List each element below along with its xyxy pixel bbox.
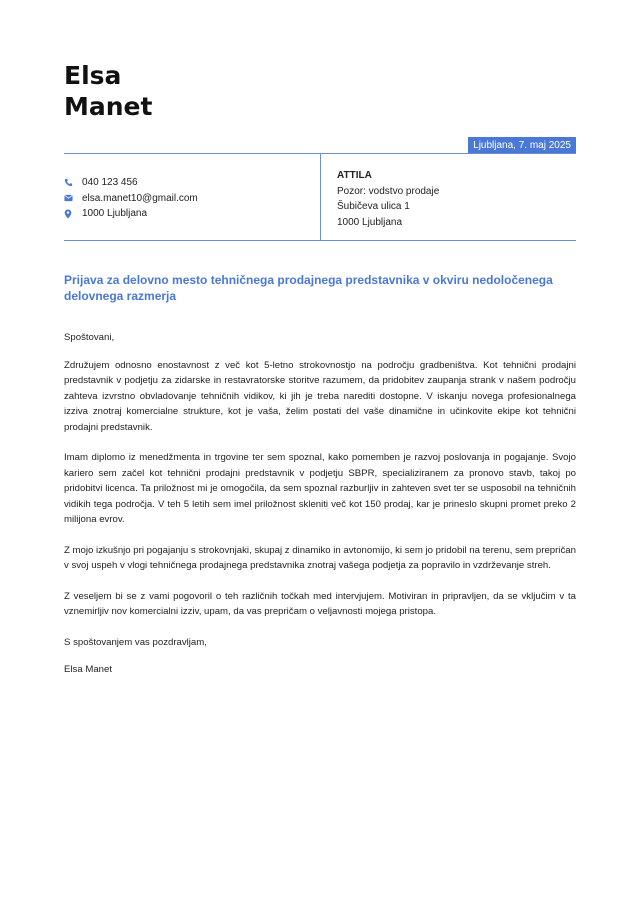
header-vertical-divider bbox=[320, 153, 321, 240]
sender-first-name: Elsa bbox=[64, 61, 122, 90]
recipient-company: ATTILA bbox=[337, 170, 372, 181]
contact-email[interactable]: elsa.manet10@gmail.com bbox=[82, 192, 198, 204]
letter-salutation: Spoštovani, bbox=[64, 332, 115, 343]
sender-contact-block bbox=[64, 175, 198, 222]
phone-icon bbox=[64, 178, 78, 187]
letter-paragraph-3: Z mojo izkušnjo pri pogajanju s strokovnjaki, skupaj z dinamiko in avtonomijo, ki sem jo pridobil na terenu, sem prepričan v svoj uspeh v vlogi tehničnega prodajnega predstavnika znotraj vašega podjetja za popravilo in vzdrževanje streh. bbox=[64, 544, 576, 571]
contact-email-row bbox=[64, 191, 198, 207]
location-pin-icon bbox=[64, 209, 78, 219]
sender-name bbox=[64, 60, 152, 122]
contact-phone: 040 123 456 bbox=[82, 177, 138, 188]
date-badge: Ljubljana, 7. maj 2025 bbox=[468, 137, 576, 154]
contact-address: 1000 Ljubljana bbox=[82, 208, 148, 219]
sender-last-name: Manet bbox=[64, 92, 153, 121]
recipient-city: 1000 Ljubljana bbox=[337, 216, 403, 228]
email-icon bbox=[64, 194, 78, 202]
recipient-attention: Pozor: vodstvo prodaje bbox=[337, 185, 440, 197]
letter-paragraph-1: Združujem odnosno enostavnost z več kot 5-letno strokovnostjo na področju gradbeništva. Kot tehnični prodajni predstavnik v podjetju za zidarske in restavratorske storitve razumem, da pridobitev zaupanja strank v našem področju zahteva izvrstno obvladovanje tehničnih vidikov, ki jih je treba narediti dostopne. V iskanju novega profesionalnega izziva znotraj komercialne strukture, kot je vaša, želim postati del vaše dinamične in učinkovite ekipe kot tehnični prodajni predstavnik. bbox=[64, 359, 576, 433]
recipient-street: Šubičeva ulica 1 bbox=[337, 201, 410, 212]
contact-phone-row bbox=[64, 175, 198, 191]
letter-paragraph-4: Z veseljem bi se z vami pogovoril o teh različnih točkah med intervjujem. Motiviran in pripravljen, da se vključim v ta vznemirljiv nov komercialni izziv, upam, da vas prepričam o veljavnosti mojega pristopa. bbox=[64, 590, 576, 617]
letter-signature: Elsa Manet bbox=[64, 664, 112, 675]
letter-subject: Prijava za delovno mesto tehničnega prodajnega predstavnika v okviru nedoločenega delovnega razmerja bbox=[64, 273, 553, 303]
letter-body bbox=[64, 330, 576, 678]
letter-paragraph-2: Imam diplomo iz menedžmenta in trgovine ter sem spoznal, kako pomemben je razvoj poslovanja in pogajanje. Svojo kariero sem začel kot tehnični prodajni predstavnik v podjetju SBPR, specializiranem za pronovo stavb, takoj po pridobitvi licenca. Ta priložnost mi je omogočila, da sem spoznal razburljiv in zahteven svet ter se usposobil na tehničnih vidikih tega področja. V teh 5 letih sem imel priložnost skleniti več kot 150 prodaj, kar je prineslo skupni promet preko 2 milijona evrov. bbox=[64, 452, 576, 525]
contact-address-row bbox=[64, 206, 198, 222]
header-bottom-divider bbox=[64, 240, 576, 241]
recipient-block bbox=[337, 168, 439, 230]
letter-closing: S spoštovanjem vas pozdravljam, bbox=[64, 636, 207, 648]
